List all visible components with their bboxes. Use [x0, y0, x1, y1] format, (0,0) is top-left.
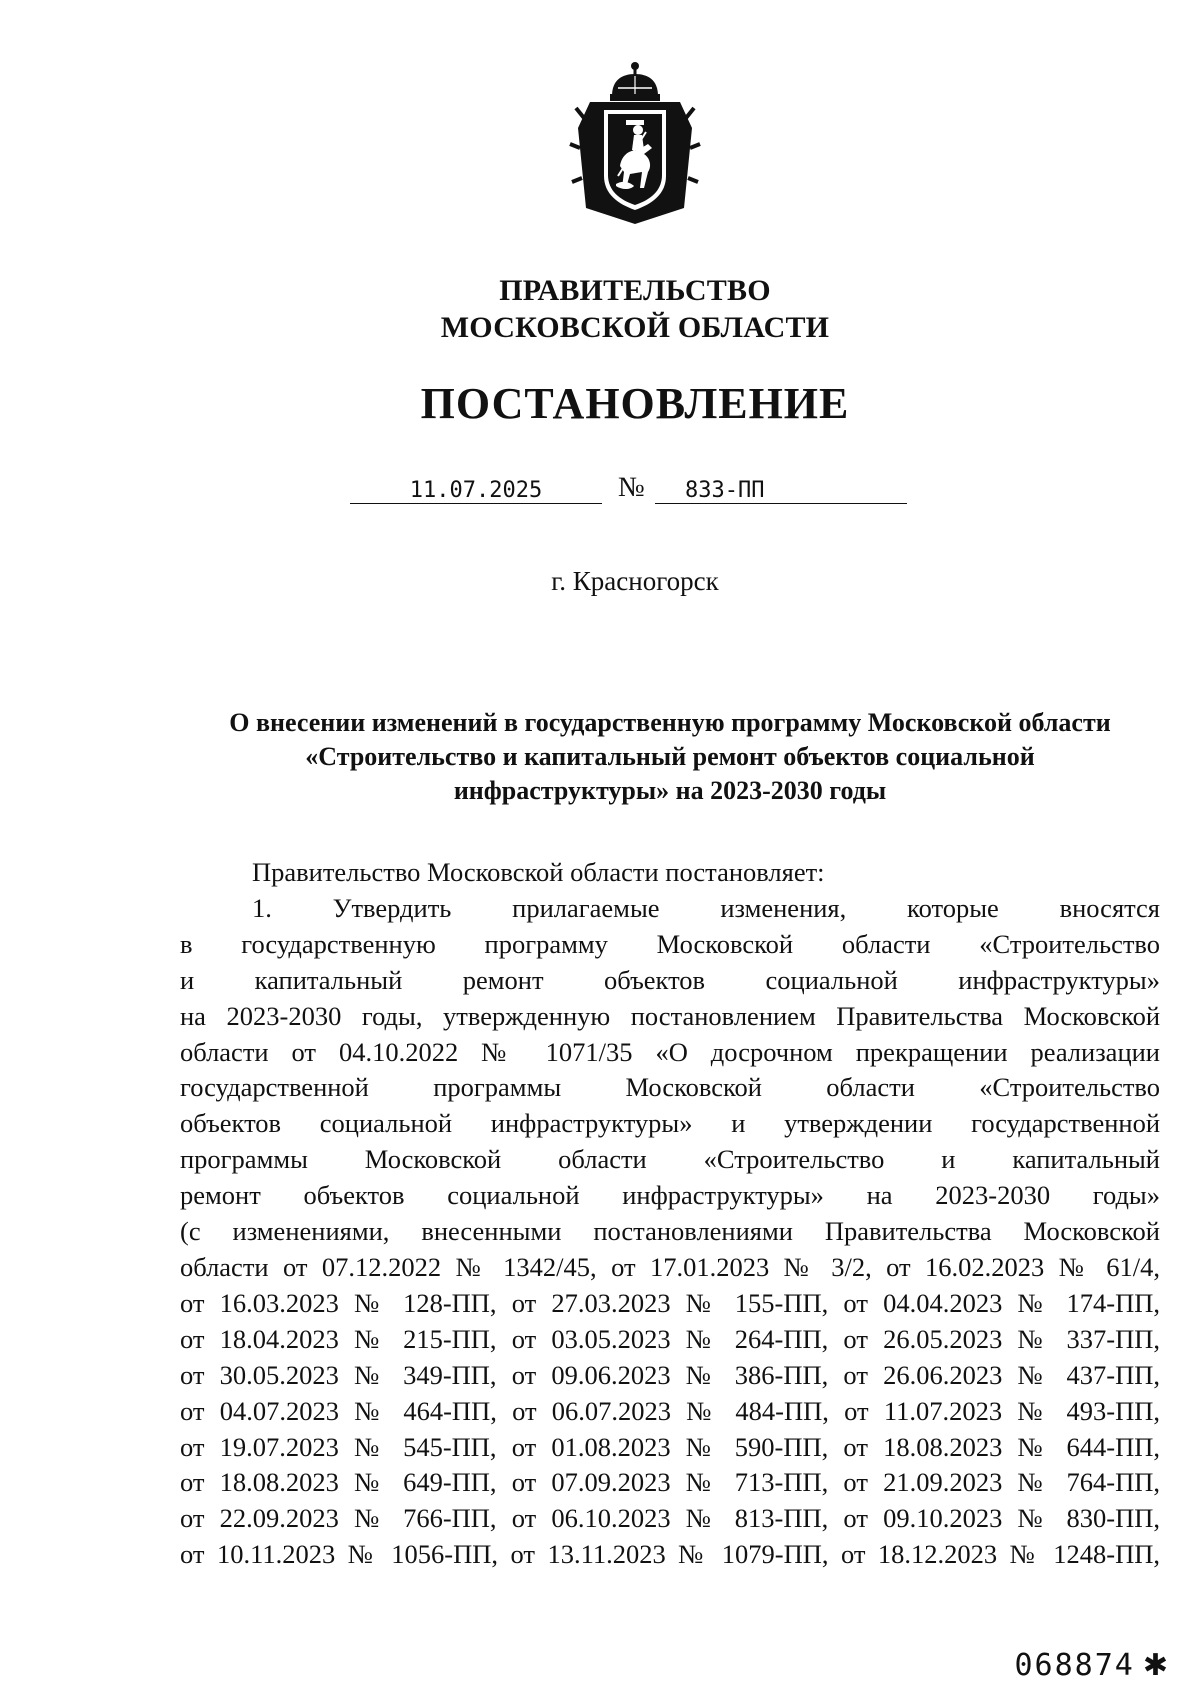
serial-number-value: 068874	[1014, 1648, 1135, 1683]
document-subject	[180, 706, 1160, 808]
body-line: от 19.07.2023 № 545-ПП, от 01.08.2023 № 590-ПП, от 18.08.2023 № 644-ПП,	[180, 1431, 1160, 1462]
body-line: государственной программы Московской области «Строительство	[180, 1072, 1160, 1103]
issuer-line-1: ПРАВИТЕЛЬСТВО	[499, 274, 771, 307]
subject-line-1: О внесении изменений в государственную программу Московской области	[229, 708, 1111, 737]
body-line: области от 04.10.2022 № 1071/35 «О досрочном прекращении реализации	[180, 1036, 1160, 1067]
paragraph-1	[180, 891, 1160, 1573]
coat-of-arms-icon	[560, 58, 710, 226]
number-underline	[655, 503, 907, 504]
body-line: от 10.11.2023 № 1056-ПП, от 13.11.2023 № 1079-ПП, от 18.12.2023 № 1248-ПП,	[180, 1539, 1160, 1570]
document-date: 11.07.2025	[409, 478, 543, 503]
body-line: в государственную программу Московской области «Строительство	[180, 928, 1160, 959]
body-line: (с изменениями, внесенными постановлениями Правительства Московской	[180, 1216, 1160, 1247]
number-sign: №	[618, 472, 645, 503]
asterisk-mark-icon: ✱	[1142, 1648, 1170, 1683]
body-line: от 04.07.2023 № 464-ПП, от 06.07.2023 № 484-ПП, от 11.07.2023 № 493-ПП,	[180, 1395, 1160, 1426]
issuer-line-2: МОСКОВСКОЙ ОБЛАСТИ	[440, 311, 830, 344]
body-line: от 30.05.2023 № 349-ПП, от 09.06.2023 № 386-ПП, от 26.06.2023 № 437-ПП,	[180, 1359, 1160, 1390]
date-underline	[350, 503, 602, 504]
body-line: области от 07.12.2022 № 1342/45, от 17.01.2023 № 3/2, от 16.02.2023 № 61/4,	[180, 1251, 1160, 1282]
body-line: от 16.03.2023 № 128-ПП, от 27.03.2023 № 155-ПП, от 04.04.2023 № 174-ПП,	[180, 1287, 1160, 1318]
body-line: ремонт объектов социальной инфраструктуры» на 2023-2030 годы»	[180, 1180, 1160, 1211]
body-line: от 22.09.2023 № 766-ПП, от 06.10.2023 № 813-ПП, от 09.10.2023 № 830-ПП,	[180, 1503, 1160, 1534]
body-line: и капитальный ремонт объектов социальной инфраструктуры»	[180, 964, 1160, 995]
issuer-heading	[0, 272, 1200, 346]
date-number-line	[350, 468, 910, 508]
preamble: Правительство Московской области постановляет:	[252, 857, 825, 887]
body-line: от 18.08.2023 № 649-ПП, от 07.09.2023 № 713-ПП, от 21.09.2023 № 764-ПП,	[180, 1467, 1160, 1498]
body-line: от 18.04.2023 № 215-ПП, от 03.05.2023 № 264-ПП, от 26.05.2023 № 337-ПП,	[180, 1323, 1160, 1354]
subject-line-3: инфраструктуры» на 2023-2030 годы	[453, 776, 887, 805]
document-body	[180, 855, 1160, 1573]
body-line: на 2023-2030 годы, утвержденную постановлением Правительства Московской	[180, 1000, 1160, 1031]
serial-number	[1014, 1648, 1170, 1683]
body-line: 1. Утвердить прилагаемые изменения, которые вносятся	[252, 892, 1160, 923]
body-line: объектов социальной инфраструктуры» и утверждении государственной	[180, 1108, 1160, 1139]
body-line: программы Московской области «Строительство и капитальный	[180, 1144, 1160, 1175]
document-number: 833-ПП	[685, 478, 765, 503]
subject-line-2: «Строительство и капитальный ремонт объектов социальной	[305, 742, 1035, 771]
document-type-title: ПОСТАНОВЛЕНИЕ	[420, 379, 850, 428]
city-line: г. Красногорск	[551, 566, 719, 596]
